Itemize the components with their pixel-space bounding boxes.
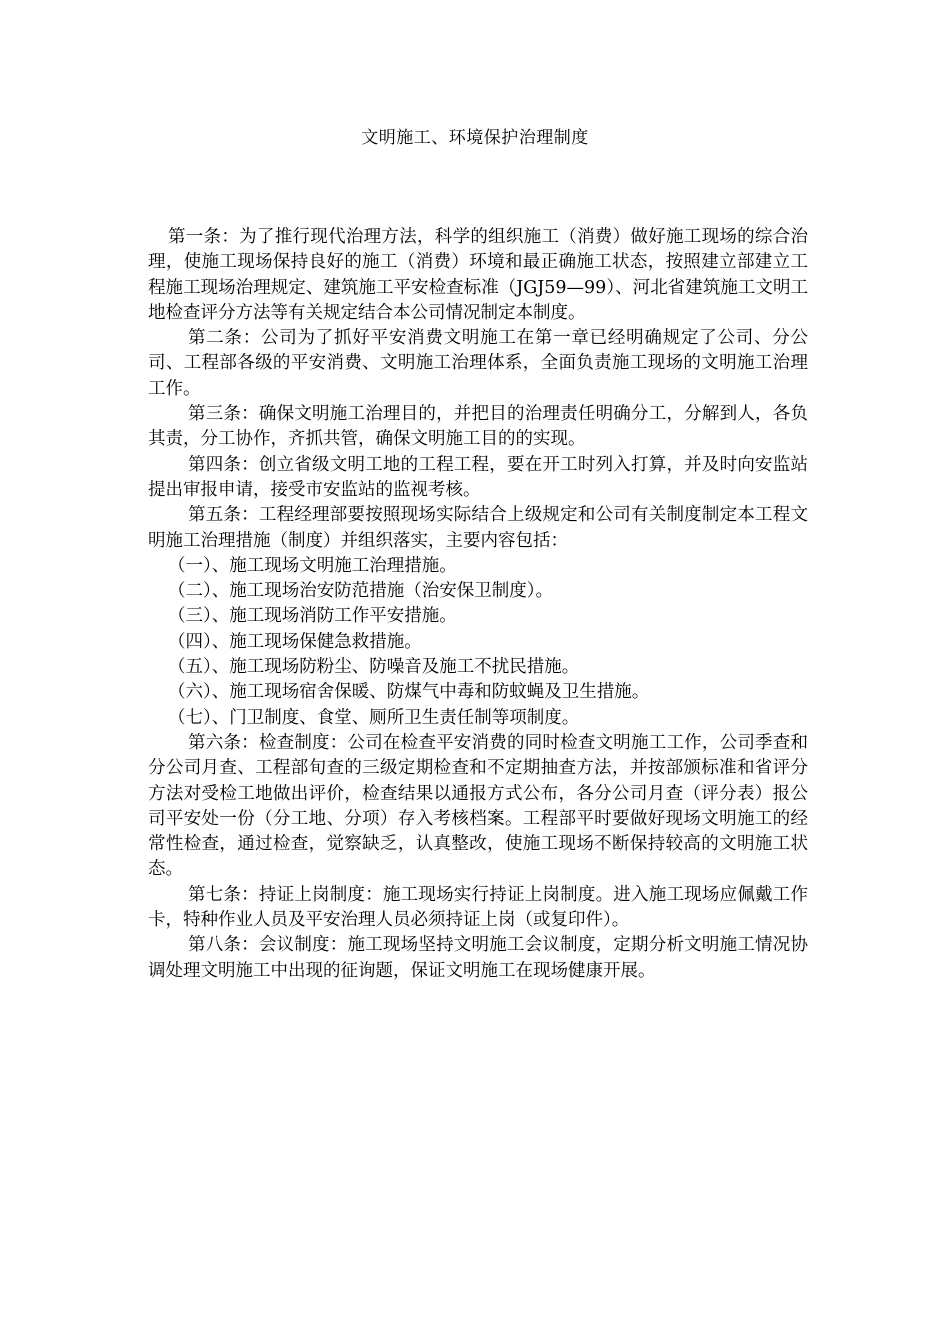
article-6: 第六条：检查制度：公司在检查平安消费的同时检查文明施工工作，公司季查和分公司月查、工程部旬查的三级定期检查和不定期抽查方法，并按部颁标准和省评分方法对受检工地做出评价，检查结果以通报方式公布，各分公司月查（评分表）报公司平安处一份（分工地、分项）存入考核档案。工程部平时要做好现场文明施工的经常性检查，通过检查，觉察缺乏，认真整改，使施工现场不断保持较高的文明施工状态。 bbox=[148, 732, 808, 880]
list-item: （二）、施工现场治安防范措施（治安保卫制度）。 bbox=[168, 581, 553, 602]
list-item: （五）、施工现场防粉尘、防噪音及施工不扰民措施。 bbox=[168, 657, 580, 678]
article-1: 第一条：为了推行现代治理方法，科学的组织施工（消费）做好施工现场的综合治理，使施工现场保持良好的施工（消费）环境和最正确施工状态，按照建立部建立工程施工现场治理规定、建筑施工平安检查标准（JGJ59—99）、河北省建筑施工文明工地检查评分方法等有关规定结合本公司情况制定本制度。 bbox=[148, 227, 808, 323]
list-item: （六）、施工现场宿舍保暖、防煤气中毒和防蚊蝇及卫生措施。 bbox=[168, 682, 650, 703]
article-4: 第四条：创立省级文明工地的工程工程，要在开工时列入打算，并及时向安监站提出审报申请，接受市安监站的监视考核。 bbox=[148, 454, 808, 500]
list-item: （七）、门卫制度、食堂、厕所卫生责任制等项制度。 bbox=[168, 707, 580, 728]
article-5: 第五条：工程经理部要按照现场实际结合上级规定和公司有关制度制定本工程文明施工治理措施（制度）并组织落实，主要内容包括： bbox=[148, 505, 808, 551]
document-title: 文明施工、环境保护治理制度 bbox=[361, 128, 589, 148]
article-8: 第八条：会议制度：施工现场坚持文明施工会议制度，定期分析文明施工情况协调处理文明施工中出现的征询题，保证文明施工在现场健康开展。 bbox=[148, 935, 808, 981]
article-2: 第二条：公司为了抓好平安消费文明施工在第一章已经明确规定了公司、分公司、工程部各级的平安消费、文明施工治理体系，全面负责施工现场的文明施工治理工作。 bbox=[148, 328, 808, 399]
list-item: （一）、施工现场文明施工治理措施。 bbox=[168, 555, 457, 576]
article-7: 第七条：持证上岗制度：施工现场实行持证上岗制度。进入施工现场应佩戴工作卡，特种作业人员及平安治理人员必须持证上岗（或复印件）。 bbox=[148, 884, 808, 931]
list-item: （四）、施工现场保健急救措施。 bbox=[168, 631, 422, 652]
document-body bbox=[148, 225, 808, 984]
article-3: 第三条：确保文明施工治理目的，并把目的治理责任明确分工，分解到人，各负其责，分工协作，齐抓共管，确保文明施工目的的实现。 bbox=[148, 404, 808, 450]
list-item: （三）、施工现场消防工作平安措施。 bbox=[168, 606, 457, 627]
